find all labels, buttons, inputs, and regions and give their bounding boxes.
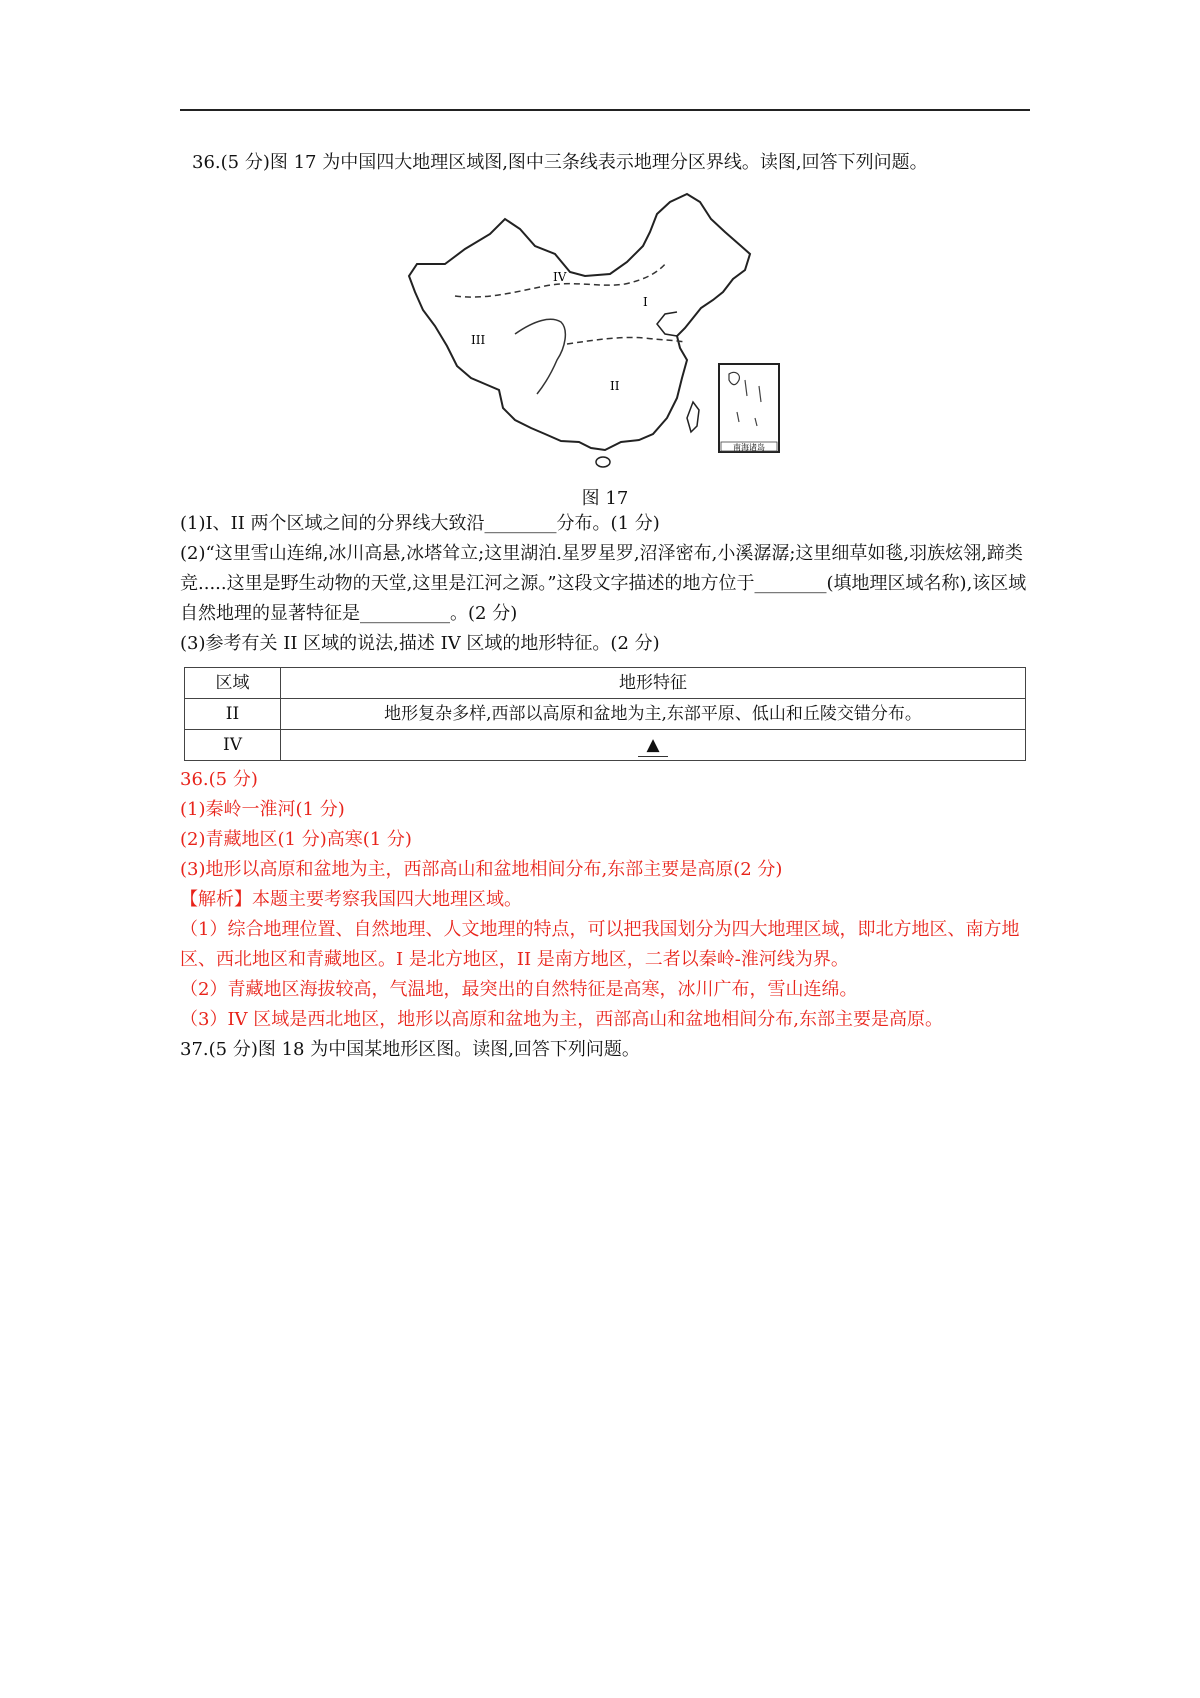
analysis-paragraph-2: （2）青藏地区海拔较高，气温地，最突出的自然特征是高寒，冰川广布，雪山连绵。 bbox=[180, 979, 858, 1000]
region-label-iii: III bbox=[471, 333, 486, 347]
region-label-iv: IV bbox=[553, 270, 567, 284]
analysis-paragraph-3: （3）IV 区域是西北地区，地形以高原和盆地为主，西部高山和盆地相间分布,东部主要是高原。 bbox=[180, 1009, 944, 1030]
region-label-i: I bbox=[643, 295, 648, 309]
answer-1: (1)秦岭一淮河(1 分) bbox=[180, 799, 345, 820]
terrain-table bbox=[184, 667, 1026, 761]
answer-2: (2)青藏地区(1 分)高寒(1 分) bbox=[180, 829, 412, 850]
figure-caption: 图 17 bbox=[581, 488, 629, 509]
answer-title: 36.(5 分) bbox=[180, 769, 258, 790]
q36-sub3: (3)参考有关 II 区域的说法,描述 IV 区域的地形特征。(2 分) bbox=[180, 633, 660, 654]
q37-intro: 37.(5 分)图 18 为中国某地形区图。读图,回答下列问题。 bbox=[180, 1039, 640, 1060]
hainan-island bbox=[596, 457, 610, 467]
region-label-ii: II bbox=[610, 379, 620, 393]
boundary-qinghai-tibet bbox=[515, 319, 565, 394]
q36-sub1: (1)I、II 两个区域之间的分界线大致沿________分布。(1 分) bbox=[180, 513, 660, 534]
q36-sub2: (2)“这里雪山连绵,冰川高悬,冰塔耸立;这里湖泊.星罗星罗,沼泽密布,小溪潺潺;这里细草如毯,羽族炫翎,蹄类竞.....这里是野生动物的天堂,这里是江河之源。”这段文字描述的地方位于________(填地理区域名称),该区域自然地理的显著特征是__________。(2 分) bbox=[180, 543, 1027, 624]
taiwan-island bbox=[687, 402, 699, 432]
q36-intro: 36.(5 分)图 17 为中国四大地理区域图,图中三条线表示地理分区界线。读图,回答下列问题。 bbox=[192, 152, 928, 173]
document-body bbox=[180, 148, 1030, 1065]
table-cell: 地形复杂多样,西部以高原和盆地为主,东部平原、低山和丘陵交错分布。 bbox=[281, 699, 1026, 730]
table-cell bbox=[281, 730, 1026, 761]
china-regions-map bbox=[395, 184, 815, 474]
answer-block bbox=[180, 765, 1030, 1035]
analysis-title: 【解析】本题主要考察我国四大地理区域。 bbox=[180, 889, 522, 910]
table-cell: IV bbox=[185, 730, 281, 761]
header-rule bbox=[180, 109, 1030, 111]
table-header-cell: 地形特征 bbox=[281, 668, 1026, 699]
answer-3: (3)地形以高原和盆地为主，西部高山和盆地相间分布,东部主要是高原(2 分) bbox=[180, 859, 783, 880]
table-header-cell: 区域 bbox=[185, 668, 281, 699]
boundary-qinling-huaihe bbox=[567, 337, 685, 344]
figure-17 bbox=[180, 184, 1030, 509]
south-china-sea-inset bbox=[719, 364, 779, 452]
table-row bbox=[185, 730, 1026, 761]
table-header-row bbox=[185, 668, 1026, 699]
answer-blank-marker: ▲ bbox=[638, 734, 667, 757]
inset-label: 南海诸岛 bbox=[733, 443, 765, 452]
table-cell: II bbox=[185, 699, 281, 730]
table-row bbox=[185, 699, 1026, 730]
analysis-paragraph-1: （1）综合地理位置、自然地理、人文地理的特点，可以把我国划分为四大地理区域，即北方地区、南方地区、西北地区和青藏地区。I 是北方地区，II 是南方地区，二者以秦岭-淮河线为界。 bbox=[180, 919, 1020, 970]
